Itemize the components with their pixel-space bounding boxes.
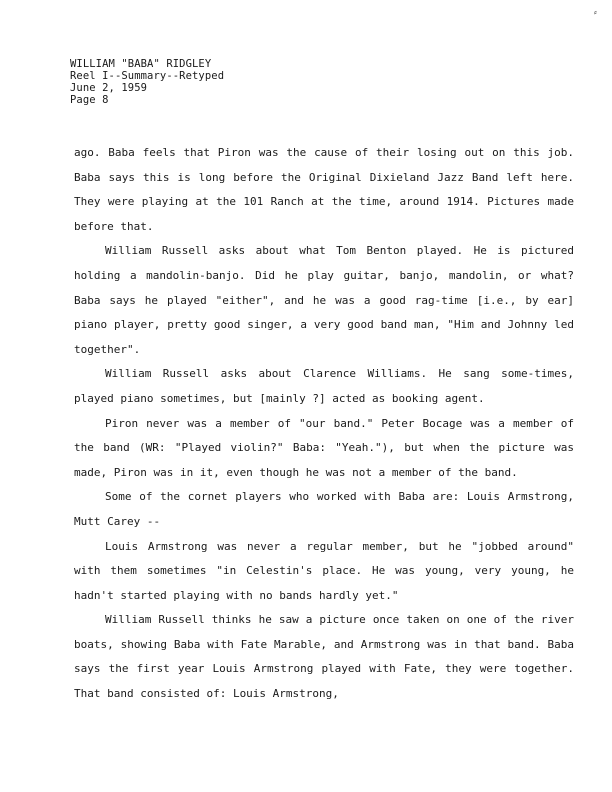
paragraph-5: Some of the cornet players who worked with Baba are: Louis Armstrong, Mutt Carey -- bbox=[74, 490, 574, 528]
paragraph-2: William Russell asks about what Tom Benton played. He is pictured holding a mandolin-banjo. Did he play guitar, banjo, mandolin, or what? Baba says he played "either", and he was a good rag-time [i.e., by ear] piano player, pretty good singer, a very good band man, "Him and Johnny led together". bbox=[74, 244, 574, 356]
paragraph-6: Louis Armstrong was never a regular member, but he "jobbed around" with them sometimes "in Celestin's place. He was young, very young, he hadn't started playing with no bands hardly yet." bbox=[74, 539, 574, 602]
document-header bbox=[70, 58, 224, 106]
header-name: WILLIAM "BABA" RIDGLEY bbox=[70, 58, 212, 70]
header-date: June 2, 1959 bbox=[70, 82, 148, 94]
paragraph-7: William Russell thinks he saw a picture once taken on one of the river boats, showing Baba with Fate Marable, and Armstrong was in that band. Baba says the first year Louis Armstrong played with Fate, they were together. That band consisted of: Louis Armstrong, bbox=[74, 613, 574, 701]
header-page: Page 8 bbox=[70, 94, 109, 106]
paragraph-3: William Russell asks about Clarence Williams. He sang some-times, played piano sometimes, but [mainly ?] acted as booking agent. bbox=[74, 367, 574, 405]
corner-mark: ⸗ bbox=[592, 8, 598, 18]
paragraph-4: Piron never was a member of "our band." Peter Bocage was a member of the band (WR: "Played violin?" Baba: "Yeah."), but when the picture was made, Piron was in it, even though he was not a member of the band. bbox=[74, 416, 574, 479]
transcript-body bbox=[74, 141, 574, 707]
paragraph-1: ago. Baba feels that Piron was the cause of their losing out on this job. Baba says this is long before the Original Dixieland Jazz Band left here. They were playing at the 101 Ranch at the time, around 1914. Pictures made before that. bbox=[74, 146, 574, 233]
header-reel: Reel I--Summary--Retyped bbox=[70, 70, 225, 82]
